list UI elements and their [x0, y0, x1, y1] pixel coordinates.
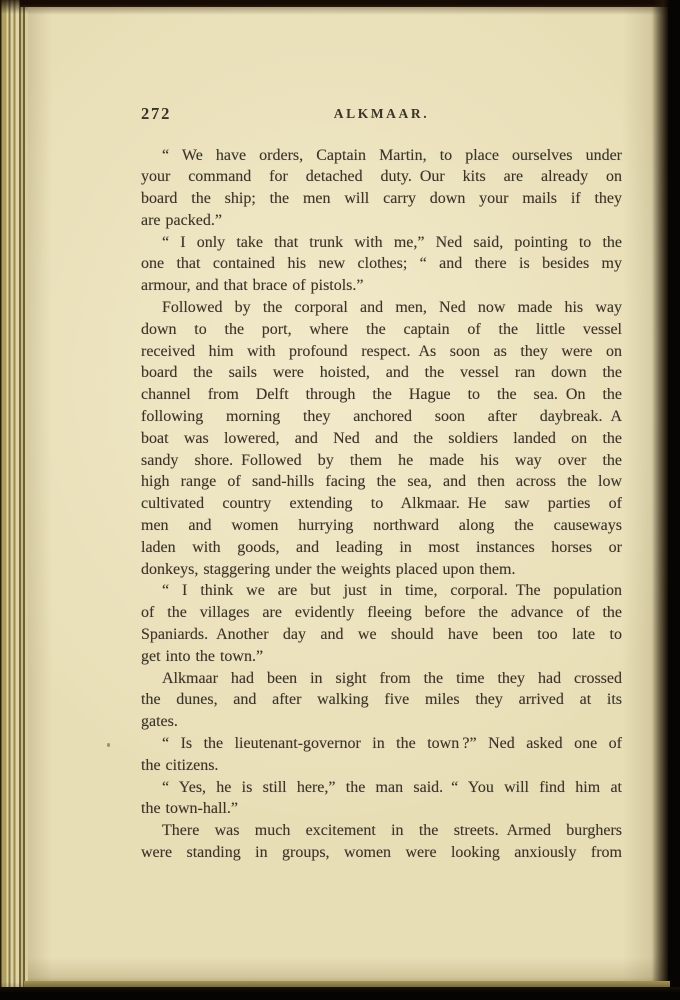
page-header: [141, 104, 622, 123]
text-line: Alkmaar had been in sight from the time they had crossed: [162, 669, 622, 687]
text-line: one that contained his new clothes; “ and there is besides my: [141, 255, 622, 273]
page-edge-right: [652, 0, 680, 1000]
text-line: received him with profound respect. As soon as they were on: [141, 342, 622, 360]
text-line: “ Yes, he is still here,” the man said. “ You will find him at: [162, 778, 622, 796]
text-line: There was much excitement in the streets. Armed burghers: [162, 822, 622, 840]
text-line: of the villages are evidently fleeing before the advance of the: [141, 604, 622, 622]
text-line: channel from Delft through the Hague to the sea. On the: [141, 386, 622, 404]
text-line: armour, and that brace of pistols.”: [141, 277, 364, 295]
paper-speck: [370, 115, 375, 118]
page-edge-top: [20, 0, 680, 7]
text-line: sandy shore. Followed by them he made his way over the: [141, 451, 622, 469]
page-body-text: [141, 145, 622, 864]
text-line: cultivated country extending to Alkmaar. He saw parties of: [141, 495, 622, 513]
text-line: donkeys, staggering under the weights placed upon them.: [141, 560, 516, 578]
text-line: the dunes, and after walking five miles they arrived at its: [141, 691, 622, 709]
text-line: following morning they anchored soon after daybreak. A: [141, 408, 622, 426]
text-line: “ We have orders, Captain Martin, to place ourselves under: [162, 146, 622, 164]
text-line: “ I only take that trunk with me,” Ned said, pointing to the: [162, 233, 622, 251]
text-line: laden with goods, and leading in most instances horses or: [141, 538, 622, 556]
text-line: men and women hurrying northward along the causeways: [141, 517, 622, 535]
text-line: Followed by the corporal and men, Ned now made his way: [162, 299, 622, 317]
text-line: board the sails were hoisted, and the vessel ran down the: [141, 364, 622, 382]
page-edge-bottom: [0, 987, 680, 1000]
text-line: high range of sand-hills facing the sea, and then across the low: [141, 473, 622, 491]
text-line: the town-hall.”: [141, 800, 238, 818]
text-line: board the ship; the men will carry down your mails if they: [141, 190, 622, 208]
text-line: “ Is the lieutenant-governor in the town ?” Ned asked one of: [162, 735, 622, 753]
text-line: down to the port, where the captain of the little vessel: [141, 320, 622, 338]
text-line: the citizens.: [141, 756, 219, 774]
running-header-title: ALKMAAR.: [333, 106, 430, 121]
text-line: get into the town.”: [141, 647, 264, 665]
page-number: 272: [141, 104, 172, 123]
book-page: [28, 6, 668, 987]
text-line: gates.: [141, 713, 178, 731]
book-binding-page-edges: [0, 0, 28, 1000]
text-line: were standing in groups, women were looking anxiously from: [141, 844, 622, 861]
paper-speck: [107, 743, 110, 747]
text-line: your command for detached duty. Our kits are already on: [141, 168, 622, 186]
text-line: boat was lowered, and Ned and the soldiers landed on the: [141, 429, 622, 447]
text-line: “ I think we are but just in time, corporal. The population: [162, 582, 622, 600]
text-line: are packed.”: [141, 211, 222, 229]
text-line: Spaniards. Another day and we should have been too late to: [141, 626, 622, 644]
